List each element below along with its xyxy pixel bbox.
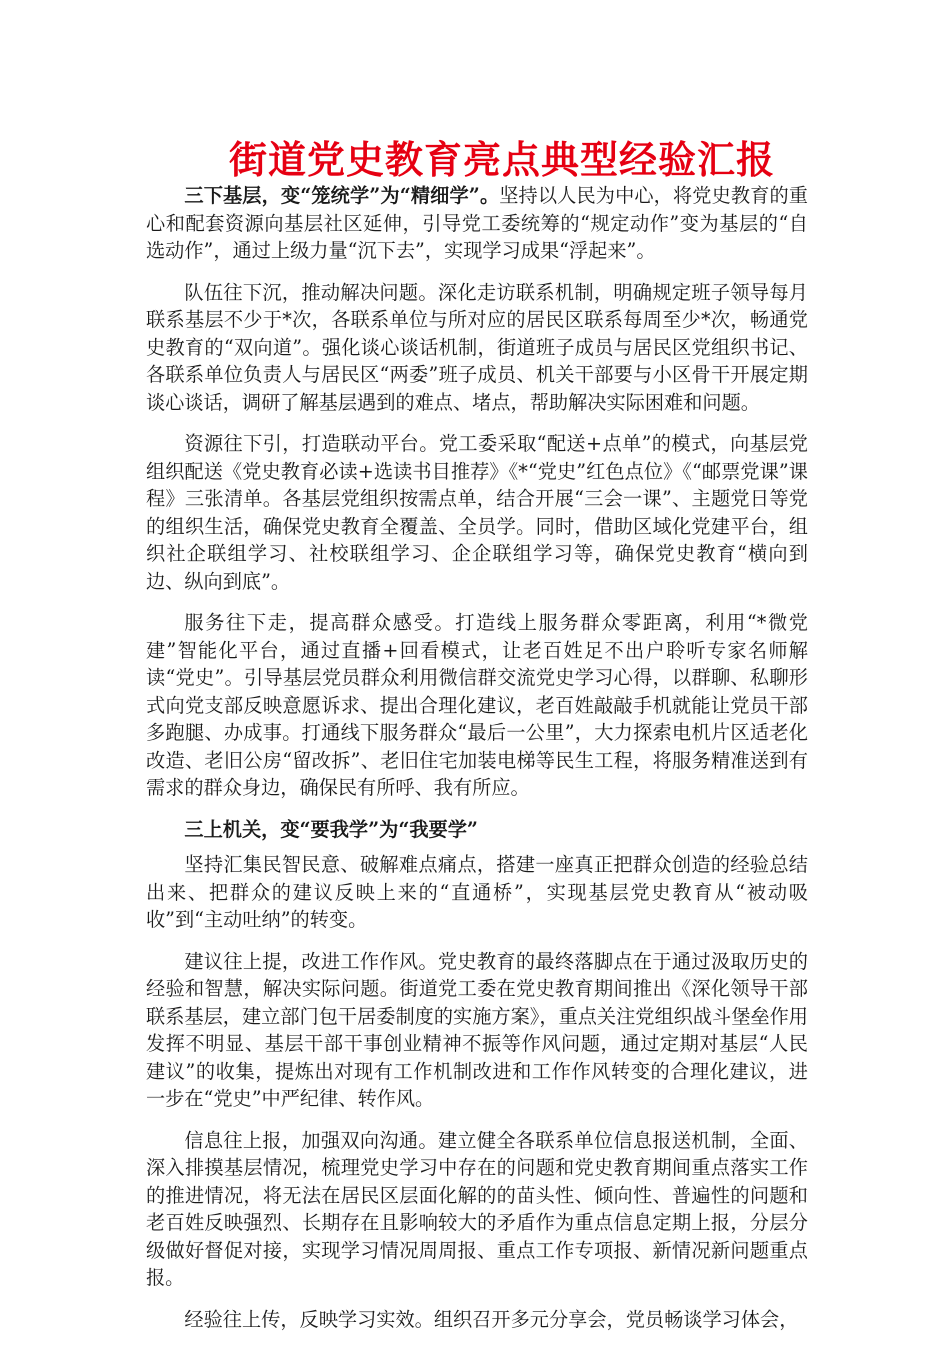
- paragraph-text: 建议往上提，改进工作作风。党史教育的最终落脚点在于通过汲取历史的经验和智慧，解决实际问题。街道党工委在党史教育期间推出《深化领导干部联系基层，建立部门包干居委制度的实施方案》，重点关注党组织战斗堡垒作用发挥不明显、基层干部干事创业精神不振等作风问题，通过定期对基层“人民建议”的收集，提炼出对现有工作机制改进和工作作风转变的合理化建议，进一步在“党史”中严纪律、转作风。: [146, 949, 808, 1110]
- paragraph: [146, 948, 808, 1113]
- document-title: 街道党史教育亮点典型经验汇报: [228, 137, 775, 182]
- document-body: [146, 182, 808, 1347]
- paragraph: [146, 430, 808, 595]
- paragraph: [146, 851, 808, 934]
- section-heading: 三下基层，变“笼统学”为“精细学”。: [184, 184, 500, 207]
- paragraph: [146, 182, 808, 265]
- paragraph: [146, 609, 808, 802]
- paragraph-text: 服务往下走，提高群众感受。打造线上服务群众零距离，利用“*微党建”智能化平台，通过直播+回看模式，让老百姓足不出户聆听专家名师解读“党史”。引导基层党员群众利用微信群交流党史学习心得，以群聊、私聊形式向党支部反映意愿诉求、提出合理化建议，老百姓敲敲手机就能让党员干部多跑腿、办成事。打通线下服务群众“最后一公里”，大力探索电机片区适老化改造、老旧公房“留改拆”、老旧住宅加装电梯等民生工程，将服务精准送到有需求的群众身边，确保民有所呼、我有所应。: [146, 611, 808, 799]
- paragraph-text: 资源往下引，打造联动平台。党工委采取“配送+点单”的模式，向基层党组织配送《党史教育必读+选读书目推荐》《*“党史”红色点位》《“邮票党课”课程》三张清单。各基层党组织按需点单，结合开展“三会一课”、主题党日等党的组织生活，确保党史教育全覆盖、全员学。同时，借助区域化党建平台，组织社企联组学习、社校联组学习、企企联组学习等，确保党史教育“横向到边、纵向到底”。: [146, 432, 808, 593]
- paragraph-text: 信息往上报，加强双向沟通。建立健全各联系单位信息报送机制，全面、深入排摸基层情况，梳理党史学习中存在的问题和党史教育期间重点落实工作的推进情况，将无法在居民区层面化解的的苗头性、倾向性、普遍性的问题和老百姓反映强烈、长期存在且影响较大的矛盾作为重点信息定期上报，分层分级做好督促对接，实现学习情况周周报、重点工作专项报、新情况新问题重点报。: [146, 1128, 808, 1289]
- paragraph: [146, 816, 808, 844]
- paragraph: [146, 1127, 808, 1292]
- paragraph-text: 坚持汇集民智民意、破解难点痛点，搭建一座真正把群众创造的经验总结出来、把群众的建议反映上来的“直通桥”，实现基层党史教育从“被动吸收”到“主动吐纳”的转变。: [146, 853, 808, 931]
- paragraph-text: 经验往上传，反映学习实效。组织召开多元分享会，党员畅谈学习体会，: [184, 1307, 799, 1331]
- section-heading: 三上机关，变“要我学”为“我要学”: [184, 817, 478, 841]
- paragraph-text: 队伍往下沉，推动解决问题。深化走访联系机制，明确规定班子领导每月联系基层不少于*次，各联系单位与所对应的居民区联系每周至少*次，畅通党史教育的“双向道”。强化谈心谈话机制，街道班子成员与居民区党组织书记、各联系单位负责人与居民区“两委”班子成员、机关干部要与小区骨干开展定期谈心谈话，调研了解基层遇到的难点、堵点，帮助解决实际困难和问题。: [146, 280, 808, 414]
- paragraph: [146, 1306, 808, 1334]
- paragraph-text: 坚持以人民为中心，将党史教育的重心和配套资源向基层社区延伸，引导党工委统筹的“规定动作”变为基层的“自选动作”，通过上级力量“沉下去”，实现学习成果“浮起来”。: [146, 184, 808, 262]
- paragraph: [146, 279, 808, 417]
